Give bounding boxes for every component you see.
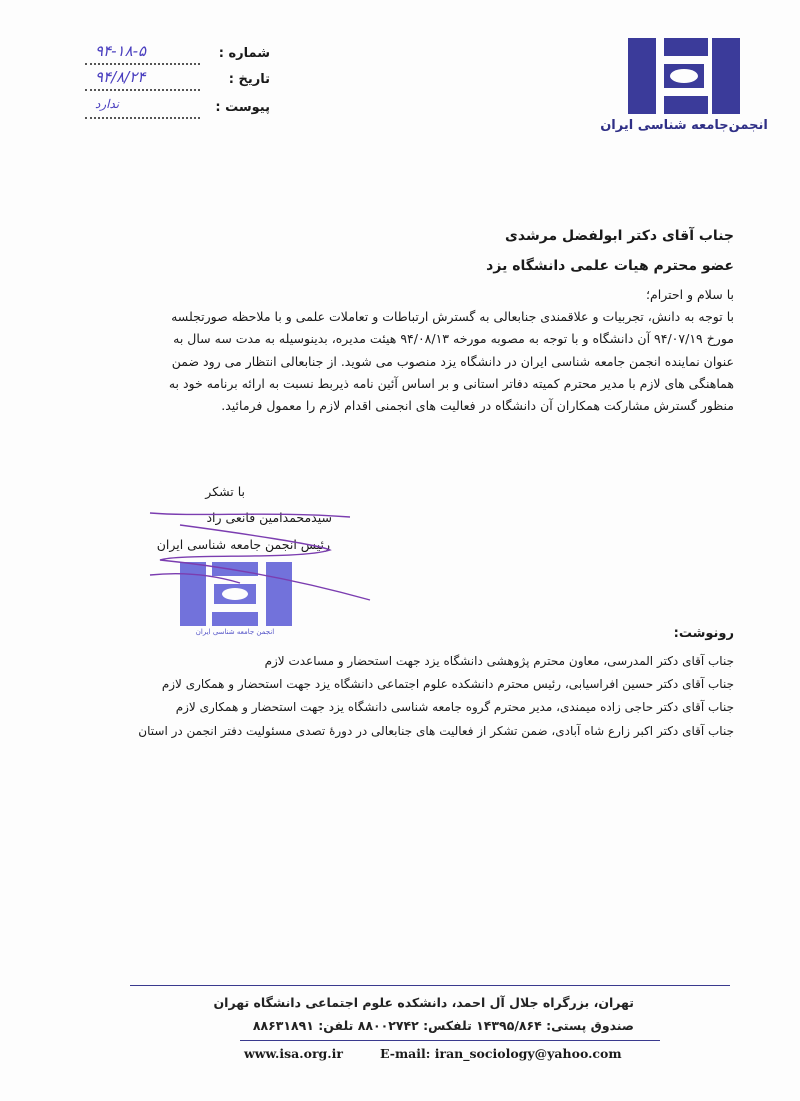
cc-item: جناب آقای دکتر اکبر زارع شاه آبادی، ضمن تشکر از فعالیت های جنابعالی در دورهٔ تصدی مسئولیت دفتر انجمن در استان	[138, 723, 734, 738]
addressee-title: عضو محترم هیات علمی دانشگاه یزد	[486, 258, 734, 274]
paragraph-line: هماهنگی های لازم با مدیر محترم کمیته دفاتر استانی و بر اساس آئین نامه ذیربط نسبت به ارائه برنامه خود به	[168, 375, 734, 391]
number-value: ۹۴-۱۸-۵	[95, 42, 147, 60]
stamp-caption: انجمن جامعه شناسی ایران	[195, 628, 275, 636]
paragraph-line: منظور گسترش مشارکت همکاران آن دانشگاه در فعالیت های انجمنی اقدام لازم را معمول فرمائید.	[221, 398, 734, 414]
signer-name: سیدمحمدامین قانعی راد	[206, 510, 332, 525]
greeting: با سلام و احترام؛	[646, 287, 734, 302]
cc-item: جناب آقای دکتر حسین افراسیابی، رئیس محترم دانشکده علوم اجتماعی دانشگاه یزد جهت استحضار و همکاری لازم	[161, 677, 734, 692]
paragraph-line: عنوان نماینده انجمن جامعه شناسی ایران در دانشگاه یزد منصوب می شوید. از جنابعالی انتظار می رود ضمن	[171, 353, 734, 369]
footer-contact: صندوق پستی: ۱۴۳۹۵/۸۶۴ تلفکس: ۸۸۰۰۲۷۴۲ تلفن: ۸۸۶۳۱۸۹۱	[252, 1018, 634, 1033]
handwritten-signature	[120, 505, 380, 615]
isa-logo	[628, 38, 740, 114]
date-label: تاریخ :	[228, 72, 270, 87]
number-label: شماره :	[218, 46, 270, 61]
footer-email[interactable]: E-mail: iran_sociology@yahoo.com	[380, 1046, 622, 1061]
number-dotted-line	[85, 63, 200, 65]
footer-rule-bottom	[240, 1040, 660, 1041]
cc-item: جناب آقای دکتر المدرسی، معاون محترم پژوهشی دانشگاه یزد جهت استحضار و مساعدت لازم	[264, 654, 734, 668]
footer-rule-top	[130, 985, 730, 986]
paragraph-line: مورخ ۹۴/۰۷/۱۹ آن دانشگاه و با توجه به مصوبه مورخه ۹۴/۰۸/۱۳ هیئت مدیره، بدینوسیله به مدت سه سال به	[173, 331, 734, 347]
org-name: انجمن‌جامعه شناسی ایران	[600, 118, 768, 133]
addressee-name: جناب آقای دکتر ابولفضل مرشدی	[505, 228, 734, 244]
date-value: ۹۴/۸/۲۴	[95, 68, 146, 86]
attachment-label: پیوست :	[215, 100, 270, 115]
footer-address: تهران، بزرگراه جلال آل احمد، دانشکده علوم اجتماعی دانشگاه تهران	[213, 995, 634, 1010]
footer-website[interactable]: www.isa.org.ir	[244, 1046, 343, 1061]
cc-item: جناب آقای دکتر حاجی زاده میمندی، مدیر محترم گروه جامعه شناسی دانشگاه یزد جهت استحضار و همکاری لازم	[175, 700, 734, 715]
attachment-value: ندارد	[95, 97, 120, 111]
date-dotted-line	[85, 89, 200, 91]
body-paragraph	[74, 306, 734, 417]
cc-title: رونوشت:	[673, 626, 734, 641]
cc-list	[74, 650, 734, 743]
closing: با تشکر	[205, 484, 245, 499]
signer-title: رئیس انجمن جامعه شناسی ایران	[156, 537, 330, 552]
attachment-dotted-line	[85, 117, 200, 119]
paragraph-line: با توجه به دانش، تجربیات و علاقمندی جنابعالی به گسترش ارتباطات و تعاملات علمی و با ملاحظه صورتجلسه	[171, 309, 734, 324]
